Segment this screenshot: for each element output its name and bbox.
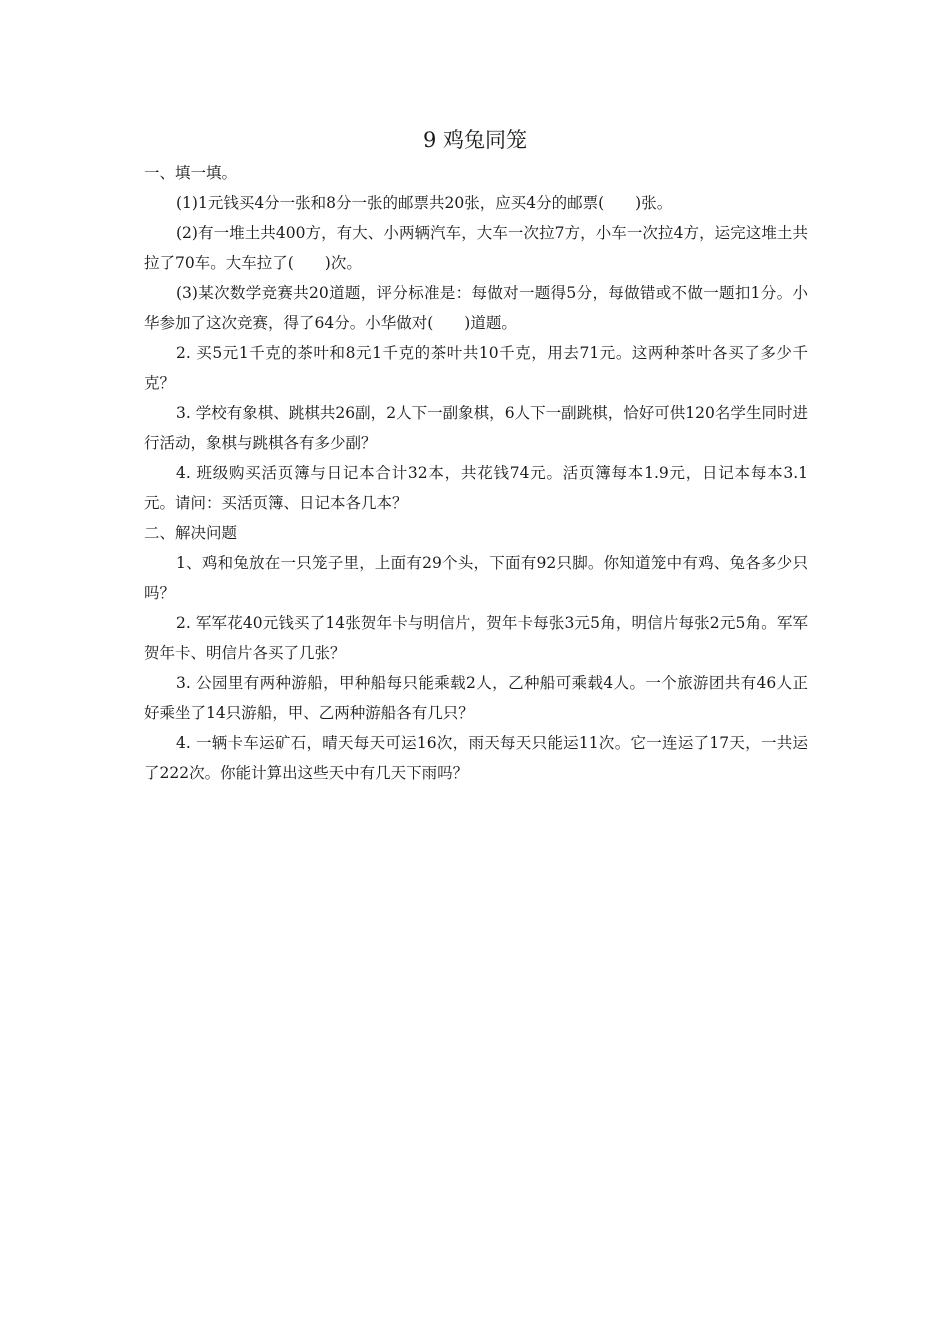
question-item: (2)有一堆土共400方，有大、小两辆汽车，大车一次拉7方，小车一次拉4方，运完这堆土共拉了70车。大车拉了( )次。 bbox=[144, 224, 808, 272]
question-item: 4. 一辆卡车运矿石，晴天每天可运16次，雨天每天只能运11次。它一连运了17天，一共运了222次。你能计算出这些天中有几天下雨吗？ bbox=[144, 734, 808, 782]
question-item: (1)1元钱买4分一张和8分一张的邮票共20张，应买4分的邮票( )张。 bbox=[176, 194, 673, 212]
question-item: 4. 班级购买活页簿与日记本合计32本，共花钱74元。活页簿每本1.9元，日记本每本3.1元。请问：买活页簿、日记本各几本？ bbox=[144, 464, 808, 512]
question-item: 3. 学校有象棋、跳棋共26副，2人下一副象棋，6人下一副跳棋，恰好可供120名学生同时进行活动，象棋与跳棋各有多少副？ bbox=[144, 404, 808, 452]
worksheet-content bbox=[144, 158, 808, 788]
question-item: 2. 买5元1千克的茶叶和8元1千克的茶叶共10千克，用去71元。这两种茶叶各买了多少千克？ bbox=[144, 344, 808, 392]
question-item: 1、鸡和兔放在一只笼子里，上面有29个头，下面有92只脚。你知道笼中有鸡、兔各多少只吗？ bbox=[144, 554, 808, 602]
question-item: 3. 公园里有两种游船，甲种船每只能乘载2人，乙种船可乘载4人。一个旅游团共有46人正好乘坐了14只游船，甲、乙两种游船各有几只？ bbox=[144, 674, 808, 722]
question-item: 2. 军军花40元钱买了14张贺年卡与明信片，贺年卡每张3元5角，明信片每张2元5角。军军贺年卡、明信片各买了几张？ bbox=[144, 614, 808, 662]
section-heading: 二、解决问题 bbox=[144, 524, 238, 542]
page-title: 9 鸡兔同笼 bbox=[422, 128, 528, 152]
section-heading: 一、填一填。 bbox=[144, 164, 238, 182]
question-item: (3)某次数学竞赛共20道题，评分标准是：每做对一题得5分，每做错或不做一题扣1分。小华参加了这次竞赛，得了64分。小华做对( )道题。 bbox=[144, 284, 808, 332]
section-fill-in bbox=[144, 158, 808, 518]
section-solve-problems bbox=[144, 518, 808, 788]
